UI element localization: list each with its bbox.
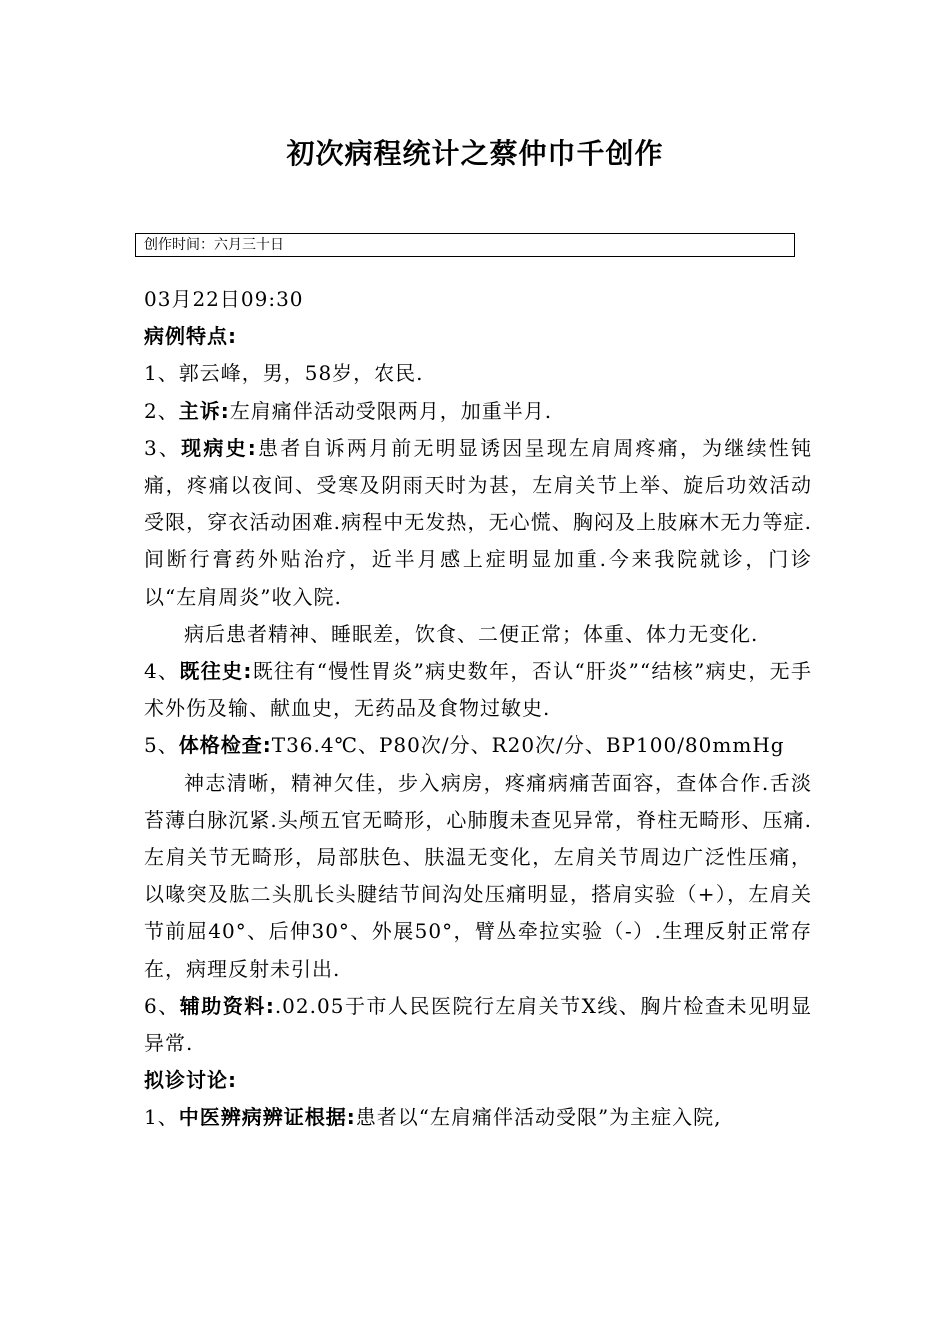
auxiliary-data-label: 辅助资料:	[179, 993, 275, 1018]
chief-complaint-text: 左肩痛伴活动受限两月，加重半月.	[229, 398, 553, 423]
present-illness-text: 患者自诉两月前无明显诱因呈现左肩周疼痛，为继续性钝痛，疼痛以夜间、受寒及阴雨天时为甚，左肩关节上举、旋后功效活动受限，穿衣活动困难.病程中无发热，无心慌、胸闷及上肢麻木无力等症.间断行膏药外贴治疗，近半月感上症明显加重.今来我院就诊，门诊以“左肩周炎”收入院.	[144, 435, 813, 609]
present-illness	[144, 430, 812, 616]
auxiliary-data	[144, 988, 812, 1062]
chief-complaint	[144, 393, 812, 430]
vital-signs: T36.4℃、P80次/分、R20次/分、BP100/80mmHg	[271, 733, 785, 758]
present-illness-label: 现病史:	[181, 435, 257, 460]
discussion-heading: 拟诊讨论:	[144, 1068, 237, 1093]
tcm-diagnosis-label: 中医辨病辨证根据:	[178, 1105, 356, 1130]
tcm-diagnosis-text: 患者以“左肩痛伴活动受限”为主症入院,	[355, 1105, 722, 1130]
item-number: 2、	[144, 398, 179, 423]
auxiliary-data-text: .02.05于市人民医院行左肩关节X线、胸片检查未见明显异常.	[144, 993, 812, 1056]
item-number: 6、	[144, 993, 180, 1018]
record-datetime: 03月22日09:30	[144, 287, 304, 311]
patient-info: 1、郭云峰，男，58岁，农民.	[144, 361, 424, 386]
chief-complaint-label: 主诉:	[178, 398, 230, 423]
document-title: 初次病程统计之蔡仲巾千创作	[286, 137, 664, 170]
past-history-text: 既往有“慢性胃炎”病史数年，否认“肝炎”“结核”病史，无手术外伤及输、献血史，无药品及食物过敏史.	[144, 659, 812, 721]
medical-record-body	[144, 281, 812, 1137]
item-number: 4、	[144, 659, 180, 684]
item-number: 3、	[144, 435, 182, 460]
present-illness-followup: 病后患者精神、睡眠差，饮食、二便正常；体重、体力无变化.	[184, 621, 759, 646]
item-number: 5、	[144, 733, 179, 758]
case-features-heading: 病例特点:	[144, 324, 237, 349]
physical-exam	[144, 727, 812, 764]
physical-exam-label: 体格检查:	[178, 733, 272, 758]
past-history	[144, 653, 812, 727]
past-history-label: 既往史:	[179, 659, 253, 684]
creation-time-box: 创作时间：六月三十日	[135, 233, 795, 257]
physical-exam-details: 神志清晰，精神欠佳，步入病房，疼痛病痛苦面容，查体合作.舌淡苔薄白脉沉紧.头颅五官无畸形，心肺腹未查见异常，脊柱无畸形、压痛.左肩关节无畸形，局部肤色、肤温无变化，左肩关节周边广泛性压痛，以喙突及肱二头肌长头腱结节间沟处压痛明显，搭肩实验（+），左肩关节前屈40°、后伸30°、外展50°，臂丛牵拉实验（-）.生理反射正常存在，病理反射未引出.	[144, 770, 812, 981]
item-number: 1、	[144, 1105, 179, 1130]
tcm-diagnosis-basis	[144, 1099, 812, 1136]
